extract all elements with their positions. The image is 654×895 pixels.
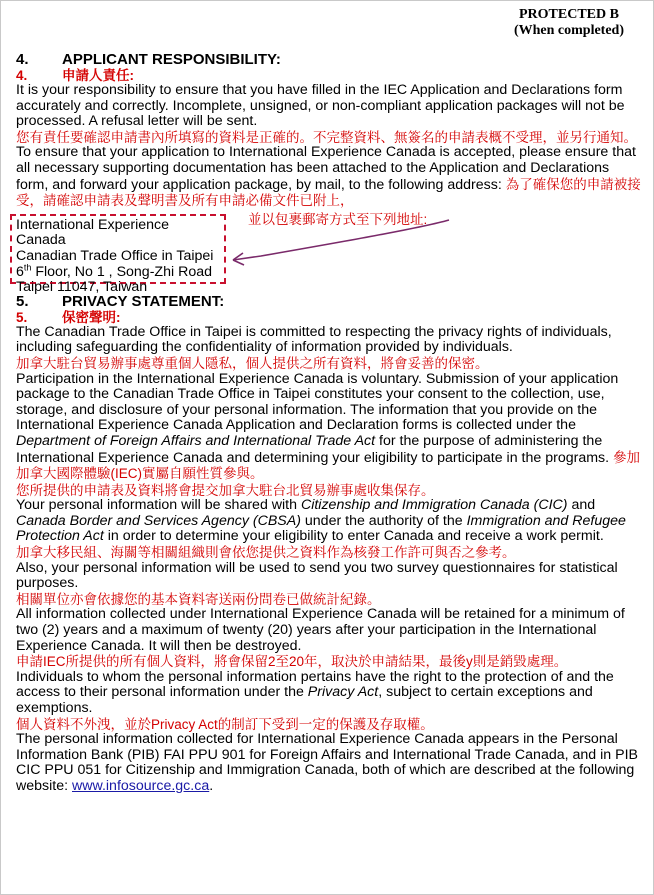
s5-paragraph-7 — [16, 732, 642, 794]
s5-p7-period: . — [209, 777, 214, 794]
s5-p6-text-a: Individuals to whom the personal information pertains have the right to the protection of and the access to their personal information under the — [16, 668, 614, 701]
s5-p3-cic: Citizenship and Immigration Canada (CIC) — [300, 497, 568, 514]
s4-paragraph-2-zh: 為了確保您的申請被接受，請確認申請表及聲明書及所有申請必備文件已附上， — [16, 176, 641, 209]
section-5-heading: PRIVACY STATEMENT: — [62, 292, 225, 310]
section-4-heading: APPLICANT RESPONSIBILITY: — [62, 51, 281, 68]
s5-paragraph-5: All information collected under International Experience Canada will be retained for a minimum of two (2) years and a maximum of twenty (20) years after your participation in the International Experience Canada. It will then be destroyed. — [16, 606, 625, 654]
s5-p2-text-b: for the purpose of administering the International Experience Canada and determining your eligibility to participate in the programs. — [16, 432, 610, 466]
s5-p2-text-a: Participation in the International Experience Canada is voluntary. Submission of your application package to the Canadian Trade Office in Taipei constitutes your consent to the collection, use, storage, and disclosure of your personal information. The information that you provide on the International Experience Canada Application and Declaration forms is collected under the — [16, 370, 619, 434]
address-line-4: Taipei 11047, Taiwan — [16, 279, 148, 296]
s5-p3-text-b: and — [567, 497, 596, 514]
s5-paragraph-3-zh: 加拿大移民組、海關等相關組織則會依您提供之資料作為核發工作許可與否之參考。 — [16, 545, 516, 561]
protected-label: PROTECTED B — [518, 7, 619, 22]
s5-p6-text-b: , subject to certain exceptions and exemptions. — [16, 684, 593, 716]
section-4-title — [16, 52, 642, 68]
section-5-heading-zh: 保密聲明: — [62, 309, 121, 325]
s5-p7-text: The personal information collected for International Experience Canada appears in the Personal Information Bank (PIB) FAI PPU 901 for Foreign Affairs and International Trade Canada, and in PIB CIC PPU 051 for Citizenship and Immigration Canada, both of which are described at the following website: — [16, 731, 638, 794]
address-floor-suffix: th — [23, 261, 32, 272]
s5-p2-zh-a: 參加加拿大國際體驗(IEC)實屬自願性質參與。 — [16, 449, 641, 482]
section-5-number-zh: 5. — [16, 309, 28, 325]
section-4-title-zh — [16, 68, 642, 83]
protected-header — [514, 7, 624, 39]
s5-p3-cbsa: Canada Border and Services Agency (CBSA) — [16, 512, 301, 529]
s5-p3-text-d: in order to determine your eligibility to enter Canada and receive a work permit. — [103, 528, 604, 545]
address-block — [16, 211, 642, 296]
s5-paragraph-4-zh: 相關單位亦會依據您的基本資料寄送兩份問卷已做統計紀錄。 — [16, 591, 381, 607]
s5-p6-privacy-act: Privacy Act — [307, 684, 379, 701]
section-4-number: 4. — [16, 51, 29, 68]
s4-paragraph-2 — [16, 145, 642, 209]
infosource-link[interactable]: www.infosource.gc.ca — [72, 777, 210, 794]
s4-paragraph-2-text: To ensure that your application to International Experience Canada is accepted, please ensure that all necessary supporting documentation has been attached to the Application and Declarations form, and forward your application package, by mail, to the following address: — [16, 144, 636, 193]
s5-paragraph-4: Also, your personal information will be used to send you two survey questionnaires for statistical purposes. — [16, 559, 618, 592]
s5-paragraph-2 — [16, 372, 642, 483]
s5-p3-text-a: Your personal information will be shared with — [16, 497, 301, 514]
s5-paragraph-1-zh: 加拿大駐台貿易辦事處尊重個人隱私，個人提供之所有資料，將會妥善的保密。 — [16, 355, 489, 371]
section-5-title-zh — [16, 310, 642, 325]
address-line-3 — [16, 261, 220, 281]
s5-paragraph-6 — [16, 670, 642, 717]
when-completed-label: (When completed) — [513, 23, 624, 38]
address-street: Floor, No 1 , Song-Zhi Road — [31, 263, 212, 280]
address-box — [10, 214, 226, 296]
document-body — [16, 52, 642, 795]
s5-paragraph-3 — [16, 498, 642, 545]
s5-p2-act-name: Department of Foreign Affairs and International Trade Act — [16, 432, 376, 449]
s5-paragraph-5-zh: 申請IEC所提供的所有個人資料，將會保留2至20年，取決於申請結果，最後y則是銷毀處理。 — [16, 654, 568, 670]
s5-paragraph-6-zh: 個人資料不外洩，並於Privacy Act的制訂下受到一定的保護及存取權。 — [16, 716, 434, 732]
section-5-number: 5. — [16, 292, 29, 310]
section-5-title — [16, 294, 642, 310]
address-floor-number: 6 — [16, 263, 24, 280]
address-line-1: International Experience Canada — [16, 216, 170, 249]
s5-paragraph-1: The Canadian Trade Office in Taipei is committed to respecting the privacy rights of individuals, including safeguarding the confidentiality of information provided by individuals. — [16, 323, 612, 356]
s5-p3-text-c: under the authority of the — [300, 512, 467, 529]
s4-paragraph-1-zh: 您有責任要確認申請書內所填寫的資料是正確的。不完整資料、無簽名的申請表概不受理，並另行通知。 — [16, 129, 637, 145]
address-line-2: Canadian Trade Office in Taipei — [16, 247, 214, 264]
s5-p3-irpa: Immigration and Refugee Protection Act — [16, 512, 626, 545]
section-4-number-zh: 4. — [16, 68, 28, 83]
section-4-heading-zh: 申請人責任: — [62, 68, 134, 83]
address-note-zh: 並以包裹郵寄方式至下列地址: — [248, 211, 428, 227]
s4-paragraph-1: It is your responsibility to ensure that you have filled in the IEC Application and Declarations form accurately and correctly. Incomplete, unsigned, or non-compliant application packages will not be processed. A refusal letter will be sent. — [16, 82, 625, 130]
s5-paragraph-2-zh: 您所提供的申請表及資料將會提交加拿大駐台北貿易辦事處收集保存。 — [16, 482, 435, 498]
